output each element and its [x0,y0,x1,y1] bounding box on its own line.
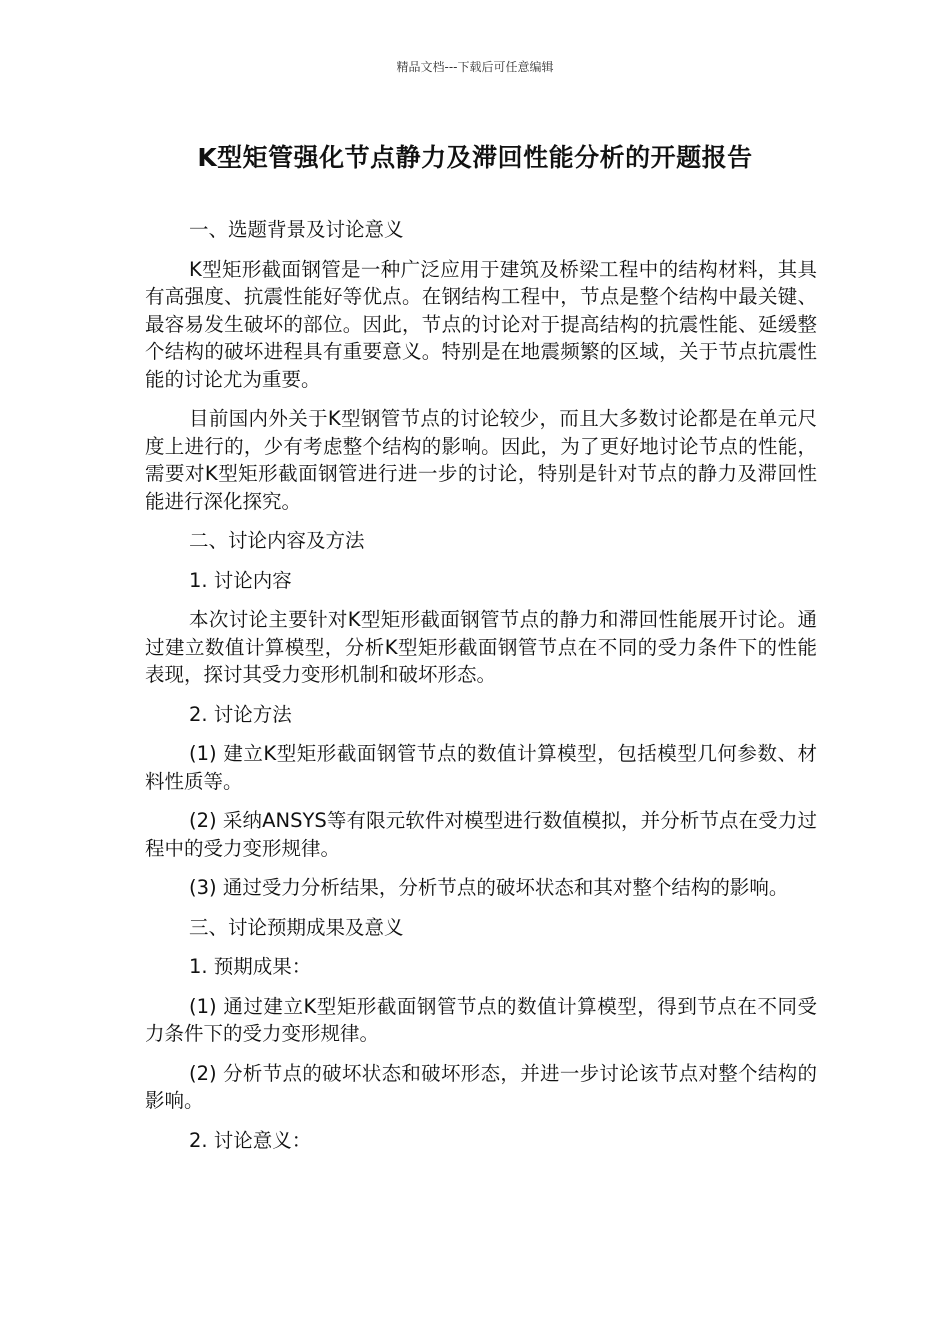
document-body [145,216,817,1166]
paragraph: 本次讨论主要针对K型矩形截面钢管节点的静力和滞回性能展开讨论。通过建立数值计算模型，分析K型矩形截面钢管节点在不同的受力条件下的性能表现，探讨其受力变形机制和破坏形态。 [145,608,817,686]
paragraph: 目前国内外关于K型钢管节点的讨论较少，而且大多数讨论都是在单元尺度上进行的，少有考虑整个结构的影响。因此，为了更好地讨论节点的性能，需要对K型矩形截面钢管进行进一步的讨论，特别是针对节点的静力及滞回性能进行深化探究。 [145,407,817,513]
method-item: (1) 建立K型矩形截面钢管节点的数值计算模型，包括模型几何参数、材料性质等。 [145,742,817,793]
header-note: 精品文档---下载后可任意编辑 [396,60,554,74]
section-heading-1: 一、选题背景及讨论意义 [189,218,404,241]
subsection-heading: 1. 预期成果： [189,955,312,978]
section-heading-3: 三、讨论预期成果及意义 [189,915,404,939]
method-item: (3) 通过受力分析结果，分析节点的破坏状态和其对整个结构的影响。 [189,876,789,899]
subsection-heading: 2. 讨论意义： [189,1128,312,1152]
subsection-heading: 2. 讨论方法 [189,702,292,726]
paragraph: K型矩形截面钢管是一种广泛应用于建筑及桥梁工程中的结构材料，其具有高强度、抗震性能好等优点。在钢结构工程中，节点是整个结构中最关键、最容易发生破坏的部位。因此，节点的讨论对于提高结构的抗震性能、延缓整个结构的破坏进程具有重要意义。特别是在地震频繁的区域，关于节点抗震性能的讨论尤为重要。 [145,257,817,391]
document-title: K型矩管强化节点静力及滞回性能分析的开题报告 [197,143,753,172]
section-heading-2: 二、讨论内容及方法 [189,529,365,552]
result-item: (1) 通过建立K型矩形截面钢管节点的数值计算模型，得到节点在不同受力条件下的受力变形规律。 [145,994,817,1045]
subsection-heading: 1. 讨论内容 [189,568,292,592]
method-item: (2) 采纳ANSYS等有限元软件对模型进行数值模拟，并分析节点在受力过程中的受力变形规律。 [145,809,817,860]
result-item: (2) 分析节点的破坏状态和破坏形态，并进一步讨论该节点对整个结构的影响。 [145,1061,817,1112]
